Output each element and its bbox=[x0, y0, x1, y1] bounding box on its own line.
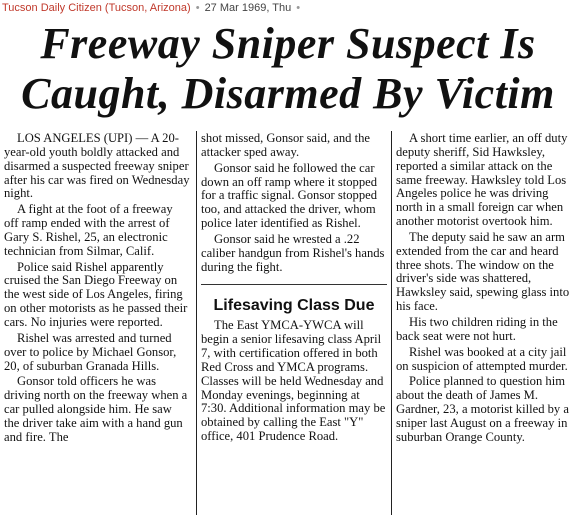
article-column-1 bbox=[4, 132, 190, 445]
paragraph: Rishel was arrested and turned over to police by Michael Gonsor, 20, of suburban Granada Hills. bbox=[4, 330, 177, 373]
headline-line-1: Freeway Sniper Suspect Is bbox=[40, 19, 536, 68]
section-divider bbox=[201, 284, 387, 285]
paragraph: Police said Rishel apparently cruised the San Diego Freeway on the west side of Los Angeles, firing on other motorists as he passed their cars. No injuries were reported. bbox=[4, 259, 188, 329]
source-paper[interactable]: Tucson Daily Citizen (Tucson, Arizona) bbox=[2, 2, 191, 14]
brief-text: The East YMCA-YWCA will begin a senior lifesaving class April 7, with certification offered in both Red Cross and YMCA programs. Classes will be held Wednesday and Monday evenings, beginning at 7:30. Additional information may be obtained by calling the East "Y" office, 401 Prudence Road. bbox=[201, 318, 386, 444]
column-rule-1 bbox=[196, 131, 197, 515]
paragraph: Gonsor said he wrested a .22 caliber handgun from Rishel's hands during the fight. bbox=[201, 231, 385, 274]
source-bar bbox=[0, 0, 576, 17]
column-rule-2 bbox=[391, 131, 392, 515]
brief-headline: Lifesaving Class Due bbox=[213, 297, 375, 315]
headline-line-2: Caught, Disarmed By Victim bbox=[21, 69, 555, 118]
source-date: 27 Mar 1969, Thu bbox=[204, 2, 292, 14]
paragraph: LOS ANGELES (UPI) — A 20-year-old youth boldly attacked and disarmed a suspected freeway sniper after his car was fired on Wednesday night. bbox=[4, 131, 190, 201]
paragraph: The deputy said he saw an arm extended from the car and heard three shots. The window on the driver's side was shattered, Hawksley said, spewing glass into his face. bbox=[396, 229, 570, 314]
article-column-2 bbox=[201, 132, 387, 444]
paragraph: A fight at the foot of a freeway off ramp ended with the arrest of Gary S. Rishel, 25, an electronic technician from Silmar, Calif. bbox=[4, 202, 173, 258]
paragraph: Police planned to question him about the death of James M. Gardner, 23, a motorist killed by a sniper last August on a freeway in suburban Orange County. bbox=[396, 374, 569, 444]
article-column-3 bbox=[396, 132, 572, 445]
paragraph: Gonsor said he followed the car down an off ramp where it stopped for a traffic signal. Gonsor stopped too, and attacked the driver, whom police later identified as Rishel. bbox=[201, 160, 378, 231]
paragraph: shot missed, Gonsor said, and the attacker sped away. bbox=[201, 131, 370, 159]
paragraph: A short time earlier, an off duty deputy sheriff, Sid Hawksley, reported a similar attack on the same freeway. Hawksley told Los Angeles police he was driving north in a small foreign car when another motorist overtook him. bbox=[396, 131, 568, 229]
paragraph: His two children riding in the back seat were not hurt. bbox=[396, 314, 558, 343]
paragraph: Gonsor told officers he was driving north on the freeway when a car pulled alongside him. He saw the driver take aim with a hand gun and fire. The bbox=[4, 374, 188, 444]
separator-dot: • bbox=[195, 2, 200, 14]
paragraph: Rishel was booked at a city jail on suspicion of attempted murder. bbox=[396, 344, 568, 373]
separator-dot-2: • bbox=[296, 2, 301, 14]
